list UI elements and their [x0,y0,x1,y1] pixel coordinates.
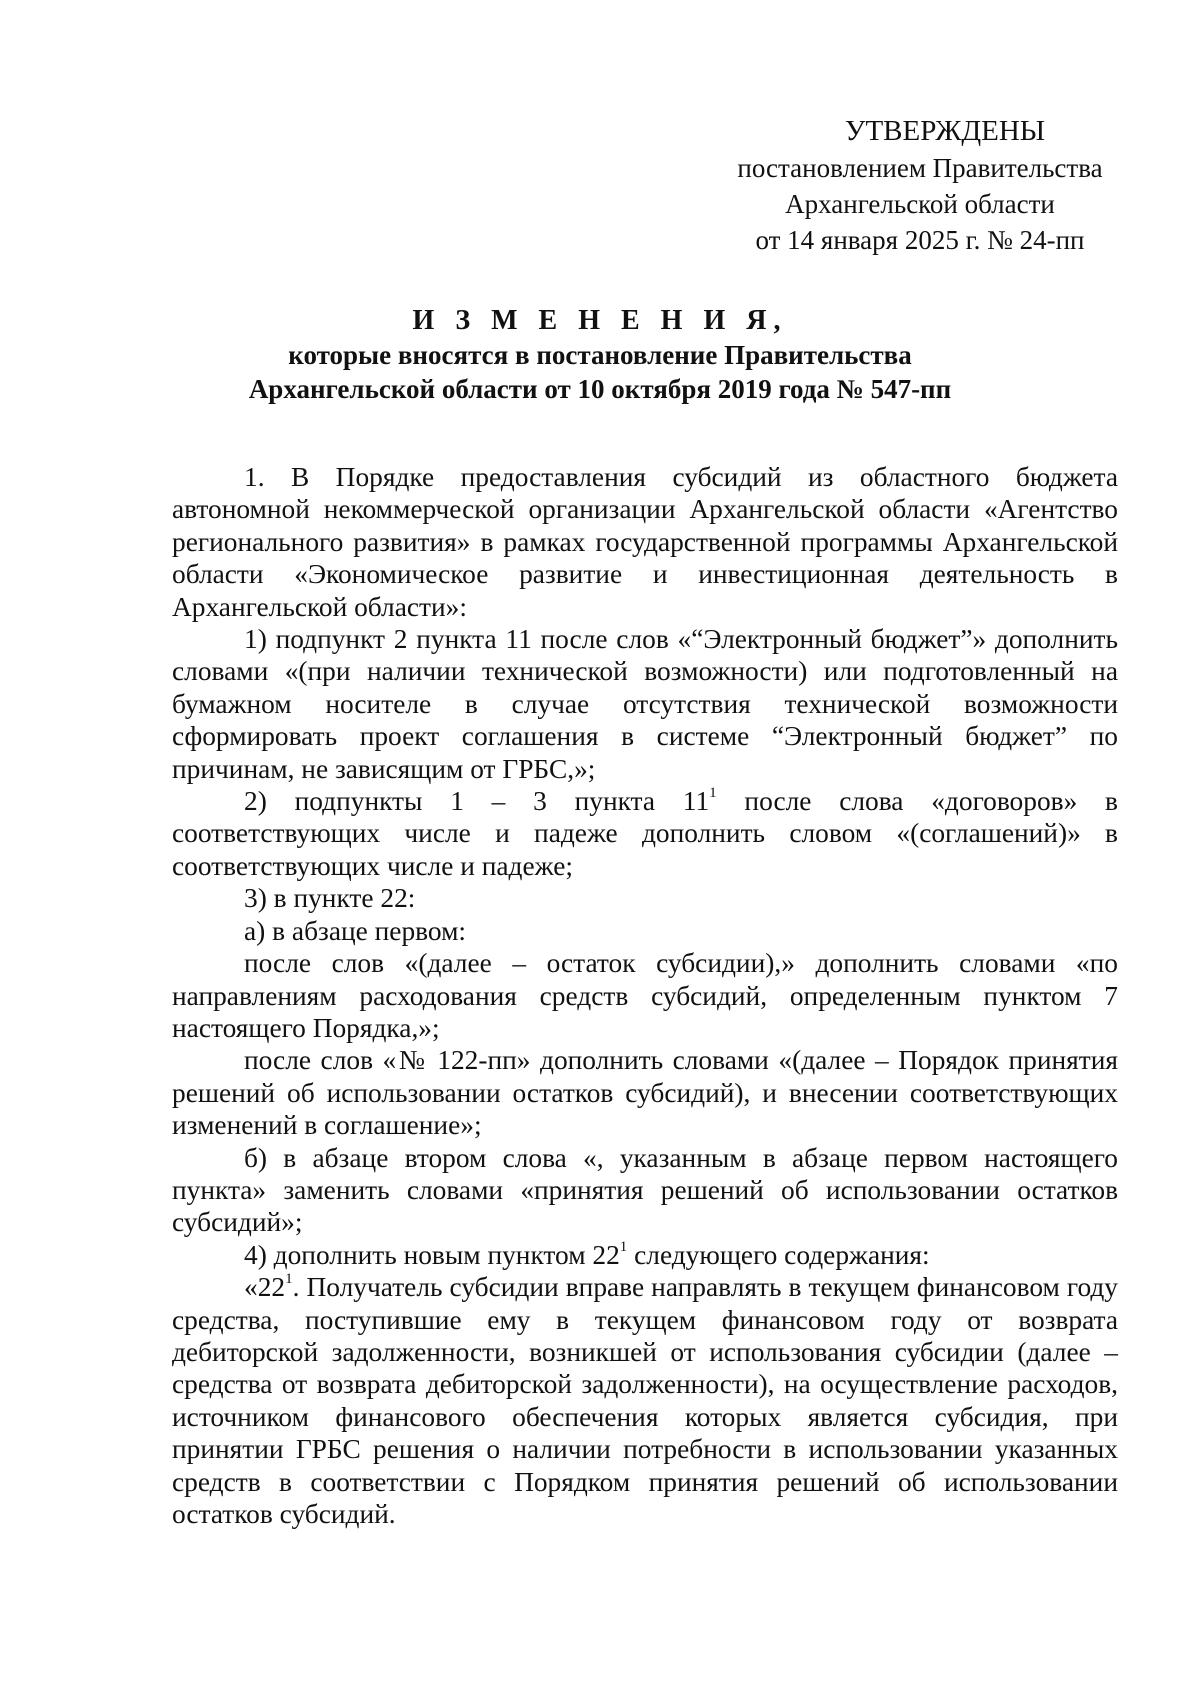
approval-line-3: от 14 января 2025 г. № 24-пп [755,225,1085,255]
paragraph-4: 3) в пункте 22: [244,883,416,914]
paragraph-3 [172,785,1118,882]
paragraph-9 [172,1239,1118,1271]
paragraph-5: а) в абзаце первом: [244,915,467,946]
approval-line-1: постановлением Правительства [737,153,1103,183]
paragraph-9-superscript: 1 [619,1238,628,1255]
approval-stamp: УТВЕРЖДЕНЫ [844,115,1046,147]
paragraph-3-superscript: 1 [709,784,717,801]
paragraph-3-text-a: 2) подпункты 1 – 3 пункта 11 [244,786,710,817]
paragraph-10-text-a: «22 [244,1272,286,1303]
paragraph-3-text-b: после слова «договоров» в соответствующих числе и падеже дополнить словом «(соглашений)» в соответствующих числе и падеже; [172,786,1118,881]
document-body [172,461,1118,1530]
paragraph-9-text-b: следующего содержания: [627,1239,930,1270]
document-subtitle-line-2: Архангельской области от 10 октября 2019 года № 547-пп [248,374,952,404]
paragraph-10-superscript: 1 [285,1271,293,1288]
paragraph-7: после слов «№ 122-пп» дополнить словами «(далее – Порядок принятия решений об использовании остатков субсидий), и внесении соответствующих изменений в соглашение»; [172,1045,1118,1141]
document-heading [160,304,1040,406]
paragraph-1: 1. В Порядке предоставления субсидий из областного бюджета автономной некоммерческой организации Архангельской области «Агентство регионального развития» в рамках государственной программы Архангельской области «Экономическое развитие и инвестиционная деятельность в Архангельской области»: [172,462,1118,622]
paragraph-2: 1) подпункт 2 пункта 11 после слов «“Электронный бюджет”» дополнить словами «(при наличии технической возможности) или подготовленный на бумажном носителе в случае отсутствия технической возможности сформировать проект соглашения в системе “Электронный бюджет” по причинам, не зависящим от ГРБС,»; [172,624,1118,784]
paragraph-6: после слов «(далее – остаток субсидии),» дополнить словами «по направлениям расходования средств субсидий, определенным пунктом 7 настоящего Порядка,»; [172,948,1118,1043]
paragraph-10 [172,1271,1118,1530]
document-subtitle-line-1: которые вносятся в постановление Правительства [288,340,912,370]
approval-block [700,112,1140,258]
document-title: И З М Е Н Е Н И Я, [412,305,788,336]
paragraph-9-text-a: 4) дополнить новым пунктом 22 [244,1239,620,1270]
paragraph-8: б) в абзаце втором слова «, указанным в абзаце первом настоящего пункта» заменить словами «принятия решений об использовании остатков субсидий»; [172,1142,1118,1238]
paragraph-10-text-b: . Получатель субсидии вправе направлять в текущем финансовом году средства, поступившие ему в текущем финансовом году от возврата дебиторской задолженности, возникшей от использования субсидии (далее – средства от возврата дебиторской задолженности), на осуществление расходов, источником финансового обеспечения которых является субсидия, при принятии ГРБС решения о наличии потребности в использовании указанных средств в соответствии с Порядком принятия решений об использовании остатков субсидий. [172,1272,1118,1529]
approval-line-2: Архангельской области [785,189,1055,219]
